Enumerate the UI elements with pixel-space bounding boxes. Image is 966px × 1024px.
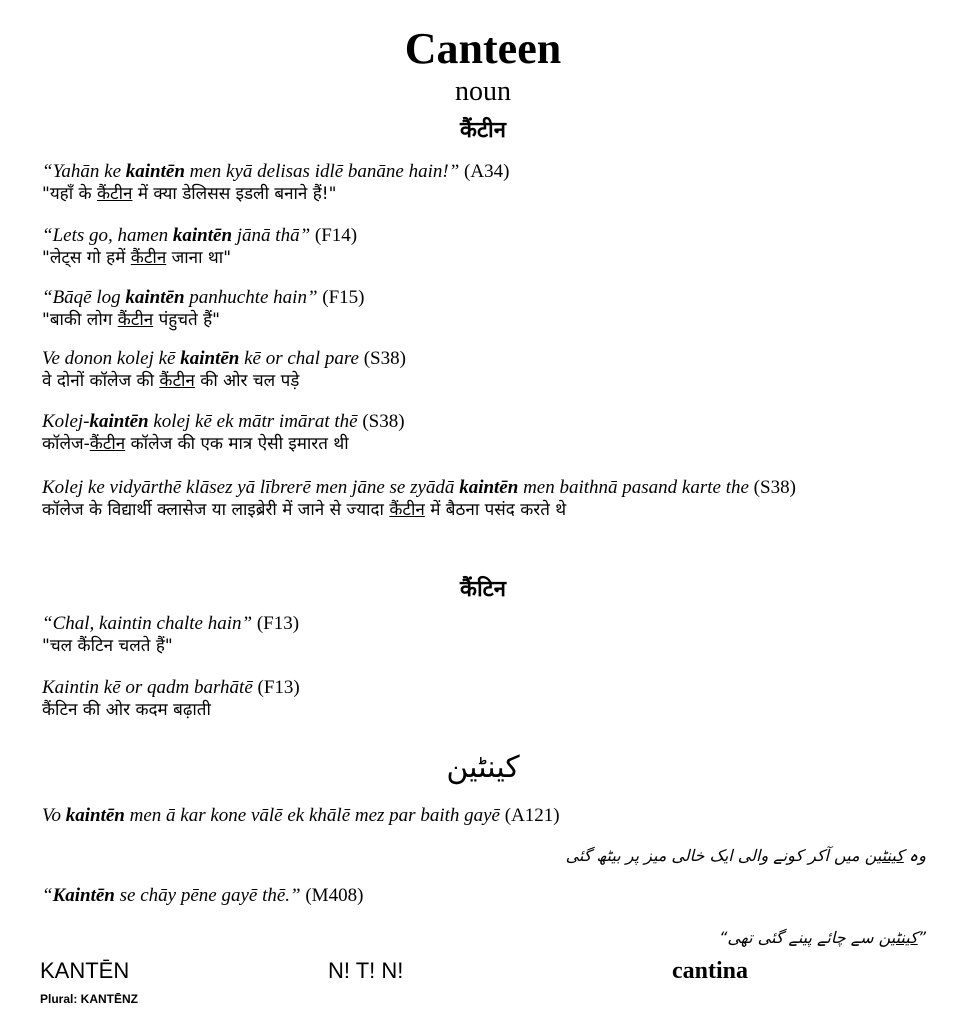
example-2 (42, 224, 942, 270)
example-romanized: Kolej ke vidyārthē klāsez yā lībrerē men jāne se zyādā kaintēn men baithnā pasand karte the (S38) (42, 477, 796, 498)
phonetic-spelling: KANTĒN (40, 958, 130, 983)
example-5 (42, 410, 942, 456)
example-urdu: ”کینٹین سے چائے پینے گئی تھی“ (719, 928, 926, 947)
example-devanagari: "बाकी लोग कैंटीन पंहुचते हैं" (42, 310, 220, 330)
entry-title: Canteen (404, 24, 562, 73)
example-devanagari: कॉलेज के विद्यार्थी क्लासेज या लाइब्रेरी में जाने से ज्यादा कैंटीन में बैठना पसंद करते थे (42, 500, 567, 520)
example-romanized: Vo kaintēn men ā kar kone vālē ek khālē mez par baith gayē (A121) (42, 805, 560, 826)
example-romanized: “Lets go, hamen kaintēn jānā thā” (F14) (42, 225, 358, 246)
part-of-speech: noun (455, 76, 511, 107)
example-4 (42, 347, 942, 393)
example-8 (42, 676, 942, 722)
etymon: cantina (672, 958, 749, 984)
example-3 (42, 286, 942, 332)
example-devanagari: वे दोनों कॉलेज की कैंटीन की ओर चल पड़े (42, 371, 300, 391)
example-9 (42, 804, 942, 827)
example-romanized: Kolej-kaintēn kolej kē ek mātr imārat thē (S38) (42, 411, 405, 432)
example-devanagari: कॉलेज-कैंटीन कॉलेज की एक मात्र ऐसी इमारत थी (42, 434, 349, 454)
section-heading-hindi: कैंटीन (460, 118, 506, 143)
example-devanagari: "यहाँ के कैंटीन में क्या डेलिसस इडली बनाने हैं!" (42, 184, 337, 204)
example-devanagari: कैंटिन की ओर कदम बढ़ाती (42, 700, 211, 720)
example-romanized: “Kaintēn se chāy pēne gayē thē.” (M408) (42, 885, 364, 906)
section-heading-urdu: کینٹین (446, 750, 520, 785)
example-romanized: Kaintin kē or qadm barhātē (F13) (42, 677, 300, 698)
example-devanagari: "लेट्स गो हमें कैंटीन जाना था" (42, 248, 232, 268)
example-6 (42, 476, 942, 522)
example-1 (42, 160, 942, 206)
plural-form: Plural: KANTĒNZ (40, 992, 139, 1006)
example-romanized: Ve donon kolej kē kaintēn kē or chal pare (S38) (42, 348, 406, 369)
mirror-text: N! T! N! (328, 958, 404, 983)
section-heading-hindi: कैंटिन (460, 577, 506, 602)
example-7 (42, 612, 942, 658)
example-10 (42, 884, 942, 907)
example-romanized: “Bāqē log kaintēn panhuchte hain” (F15) (42, 287, 365, 308)
example-romanized: “Yahān ke kaintēn men kyā delisas idlē banāne hain!” (A34) (42, 161, 510, 182)
example-urdu: وہ کینٹین میں آکر کونے والی ایک خالی میز پر بیٹھ گئی (565, 846, 926, 865)
example-romanized: “Chal, kaintin chalte hain” (F13) (42, 613, 300, 634)
example-devanagari: "चल कैंटिन चलते हैं" (42, 636, 173, 656)
